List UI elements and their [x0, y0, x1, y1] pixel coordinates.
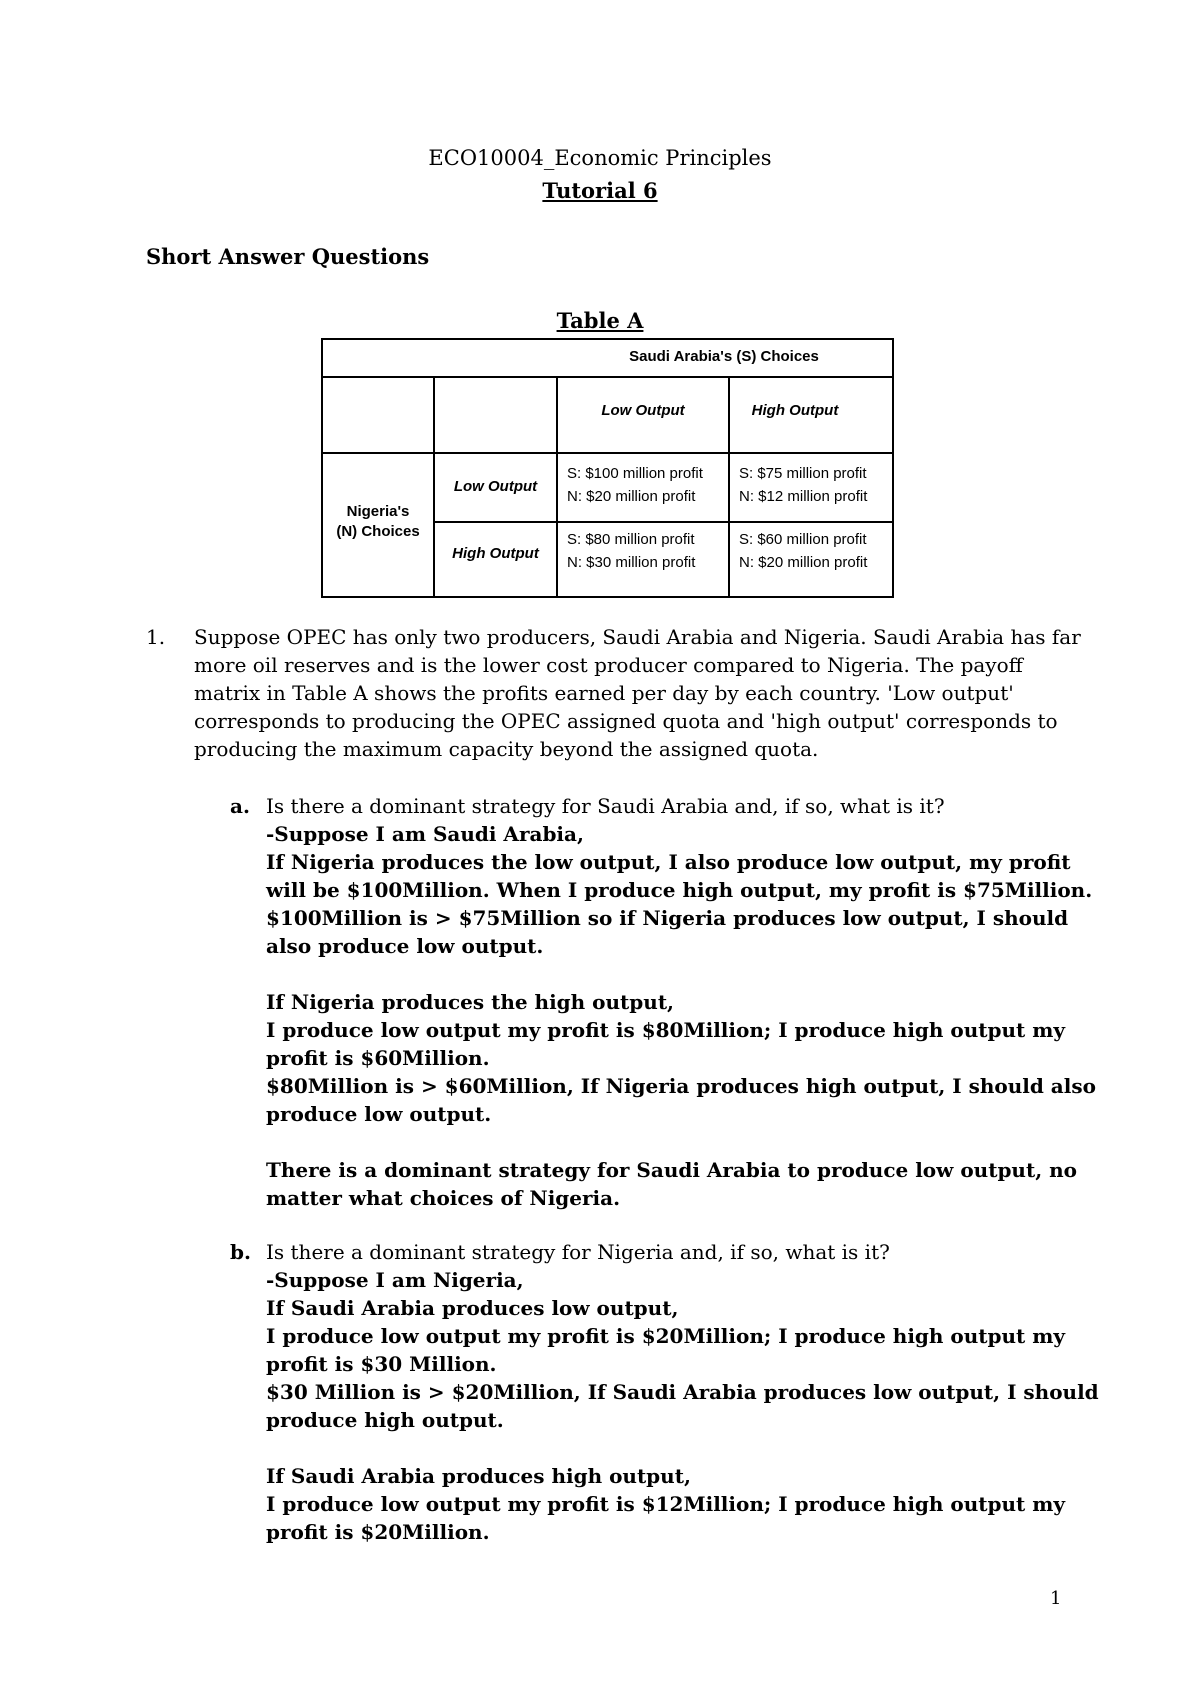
nigeria-payoff: N: $30 million profit: [567, 554, 696, 571]
part-a-body: [266, 792, 1106, 1212]
part-label: a.: [230, 794, 250, 818]
answer-line: If Nigeria produces the low output, I also produce low output, my profit will be $100Million. When I produce high output, my profit is $75Million.: [266, 850, 1093, 902]
question-text: Suppose OPEC has only two producers, Saudi Arabia and Nigeria. Saudi Arabia has far more oil reserves and is the lower cost producer compared to Nigeria. The payoff matrix in Table A shows the profits earned per day by each country. 'Low output' corresponds to producing the OPEC assigned quota and 'high output' corresponds to producing the maximum capacity beyond the assigned quota.: [194, 625, 1081, 761]
answer-line: $100Million is > $75Million so if Nigeria produces low output, I should also produce low output.: [266, 906, 1069, 958]
part-question: Is there a dominant strategy for Nigeria and, if so, what is it?: [266, 1240, 890, 1264]
column-header-low-output: Low Output: [601, 402, 685, 419]
part-label: b.: [230, 1240, 251, 1264]
question-number: 1.: [146, 625, 166, 649]
row-header-high-output: High Output: [452, 545, 539, 562]
nigeria-payoff: N: $12 million profit: [739, 488, 868, 505]
answer-line: If Saudi Arabia produces high output,: [266, 1464, 691, 1488]
page-number: 1: [1050, 1588, 1062, 1609]
spacer: [266, 1128, 1106, 1156]
course-title: ECO10004_Economic Principles: [428, 146, 772, 170]
table-title: Table A: [556, 308, 644, 333]
payoff-matrix: [321, 338, 894, 598]
payoff-cell-low-low: [567, 462, 703, 508]
answer-line: If Nigeria produces the high output,: [266, 990, 675, 1014]
answer-line: I produce low output my profit is $12Million; I produce high output my profit is $20Million.: [266, 1492, 1066, 1544]
row-group-label-line: Nigeria's: [346, 503, 410, 520]
answer-line: -Suppose I am Saudi Arabia,: [266, 822, 584, 846]
saudi-payoff: S: $60 million profit: [739, 531, 867, 548]
answer-line: -Suppose I am Nigeria,: [266, 1268, 524, 1292]
answer-line: If Saudi Arabia produces low output,: [266, 1296, 679, 1320]
answer-line: $30 Million is > $20Million, If Saudi Arabia produces low output, I should produce high output.: [266, 1380, 1099, 1432]
table-divider: [323, 452, 892, 454]
row-group-label-line: (N) Choices: [336, 523, 420, 540]
saudi-payoff: S: $75 million profit: [739, 465, 867, 482]
saudi-payoff: S: $80 million profit: [567, 531, 695, 548]
saudi-payoff: S: $100 million profit: [567, 465, 703, 482]
nigeria-payoff: N: $20 million profit: [567, 488, 696, 505]
payoff-cell-high-high: [739, 528, 867, 574]
table-divider: [433, 521, 892, 523]
answer-line: I produce low output my profit is $80Million; I produce high output my profit is $60Million.: [266, 1018, 1066, 1070]
spacer: [266, 1434, 1106, 1462]
table-top-header: Saudi Arabia's (S) Choices: [629, 348, 819, 365]
row-group-label: [323, 502, 433, 542]
row-header-low-output: Low Output: [453, 478, 538, 495]
payoff-cell-high-low: [567, 528, 695, 574]
section-heading: Short Answer Questions: [146, 244, 430, 269]
column-header-high-output: High Output: [751, 402, 839, 419]
answer-conclusion: There is a dominant strategy for Saudi Arabia to produce low output, no matter what choices of Nigeria.: [266, 1158, 1078, 1210]
part-question: Is there a dominant strategy for Saudi Arabia and, if so, what is it?: [266, 794, 945, 818]
answer-line: $80Million is > $60Million, If Nigeria produces high output, I should also produce low output.: [266, 1074, 1096, 1126]
tutorial-title: Tutorial 6: [542, 178, 658, 203]
table-divider: [323, 376, 892, 378]
answer-line: I produce low output my profit is $20Million; I produce high output my profit is $30 Million.: [266, 1324, 1066, 1376]
spacer: [266, 960, 1106, 988]
payoff-cell-low-high: [739, 462, 867, 508]
part-b-body: [266, 1238, 1106, 1546]
nigeria-payoff: N: $20 million profit: [739, 554, 868, 571]
